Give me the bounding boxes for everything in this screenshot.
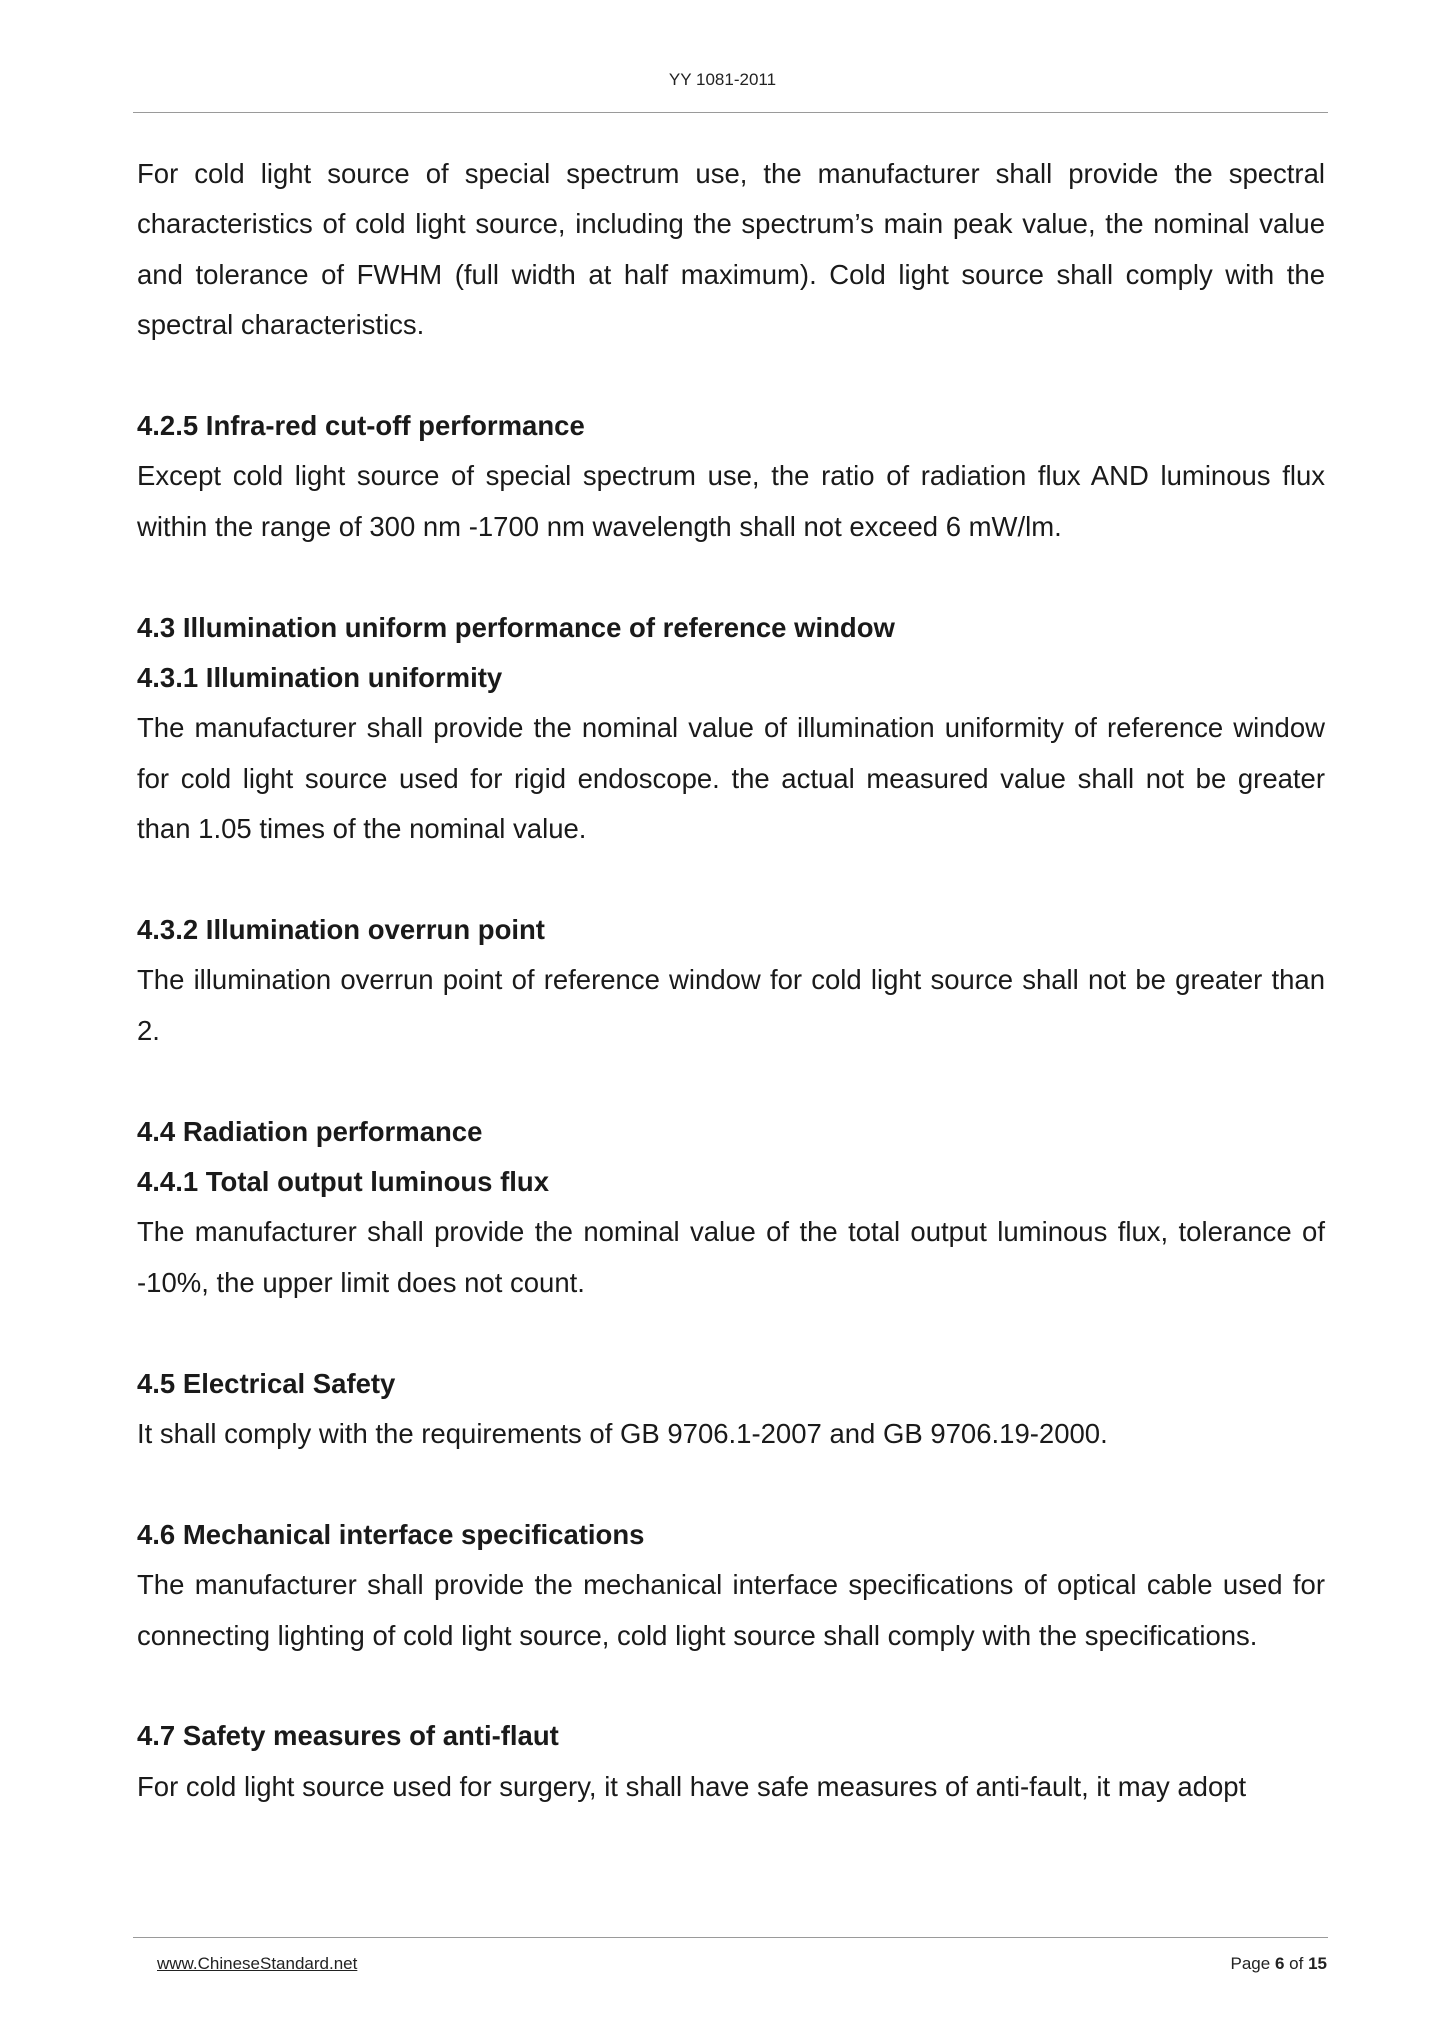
section-4-3-heading: 4.3 Illumination uniform performance of reference window: [137, 611, 895, 643]
paragraph-gap: [137, 1056, 1325, 1106]
page-current: 6: [1274, 1954, 1285, 1973]
paragraph-gap: [137, 552, 1325, 602]
page-total: 15: [1308, 1954, 1327, 1973]
section-4-5-text: It shall comply with the requirements of GB 9706.1-2007 and GB 9706.19-2000.: [137, 1418, 1108, 1450]
page-prefix: Page: [1230, 1954, 1271, 1973]
page-content: [137, 149, 1325, 1812]
paragraph-gap: [137, 1459, 1325, 1509]
header-divider: [133, 112, 1328, 113]
paragraph-gap: [137, 351, 1325, 401]
section-4-7-heading: 4.7 Safety measures of anti-flaut: [137, 1720, 559, 1752]
section-4-6-text: The manufacturer shall provide the mechanical interface specifications of optical cable used for connecting lighting of cold light source, cold light source shall comply with the specifications.: [137, 1569, 1325, 1651]
page-number: [1231, 1954, 1327, 1974]
section-4-3-2-text: The illumination overrun point of reference window for cold light source shall not be greater than 2.: [137, 964, 1325, 1046]
section-4-6-heading: 4.6 Mechanical interface specifications: [137, 1518, 645, 1550]
page-of: of: [1289, 1954, 1304, 1973]
section-4-3-1-heading: 4.3.1 Illumination uniformity: [137, 662, 503, 694]
paragraph-gap: [137, 1308, 1325, 1358]
intro-paragraph: For cold light source of special spectrum use, the manufacturer shall provide the spectral characteristics of cold light source, including the spectrum’s main peak value, the nominal value and tolerance of FWHM (full width at half maximum). Cold light source shall comply with the spectral characteristics.: [137, 158, 1325, 341]
section-4-7-text: For cold light source used for surgery, it shall have safe measures of anti-fault, it may adopt: [137, 1770, 1247, 1802]
section-4-4-heading: 4.4 Radiation performance: [137, 1115, 483, 1147]
paragraph-gap: [137, 855, 1325, 905]
section-4-4-1-heading: 4.4.1 Total output luminous flux: [137, 1166, 549, 1198]
website-link[interactable]: www.ChineseStandard.net: [157, 1954, 358, 1973]
paragraph-gap: [137, 1661, 1325, 1711]
section-4-3-2-heading: 4.3.2 Illumination overrun point: [137, 914, 545, 946]
section-4-4-1-text: The manufacturer shall provide the nominal value of the total output luminous flux, tolerance of -10%, the upper limit does not count.: [137, 1216, 1325, 1298]
section-4-2-5-heading: 4.2.5 Infra-red cut-off performance: [137, 410, 585, 442]
section-4-5-heading: 4.5 Electrical Safety: [137, 1367, 396, 1399]
section-4-2-5-text: Except cold light source of special spectrum use, the ratio of radiation flux AND luminous flux within the range of 300 nm -1700 nm wavelength shall not exceed 6 mW/lm.: [137, 460, 1325, 542]
footer-divider: [133, 1937, 1328, 1938]
section-4-3-1-text: The manufacturer shall provide the nominal value of illumination uniformity of reference window for cold light source used for rigid endoscope. the actual measured value shall not be greater than 1.05 times of the nominal value.: [137, 712, 1325, 845]
document-code-header: YY 1081-2011: [668, 70, 777, 89]
